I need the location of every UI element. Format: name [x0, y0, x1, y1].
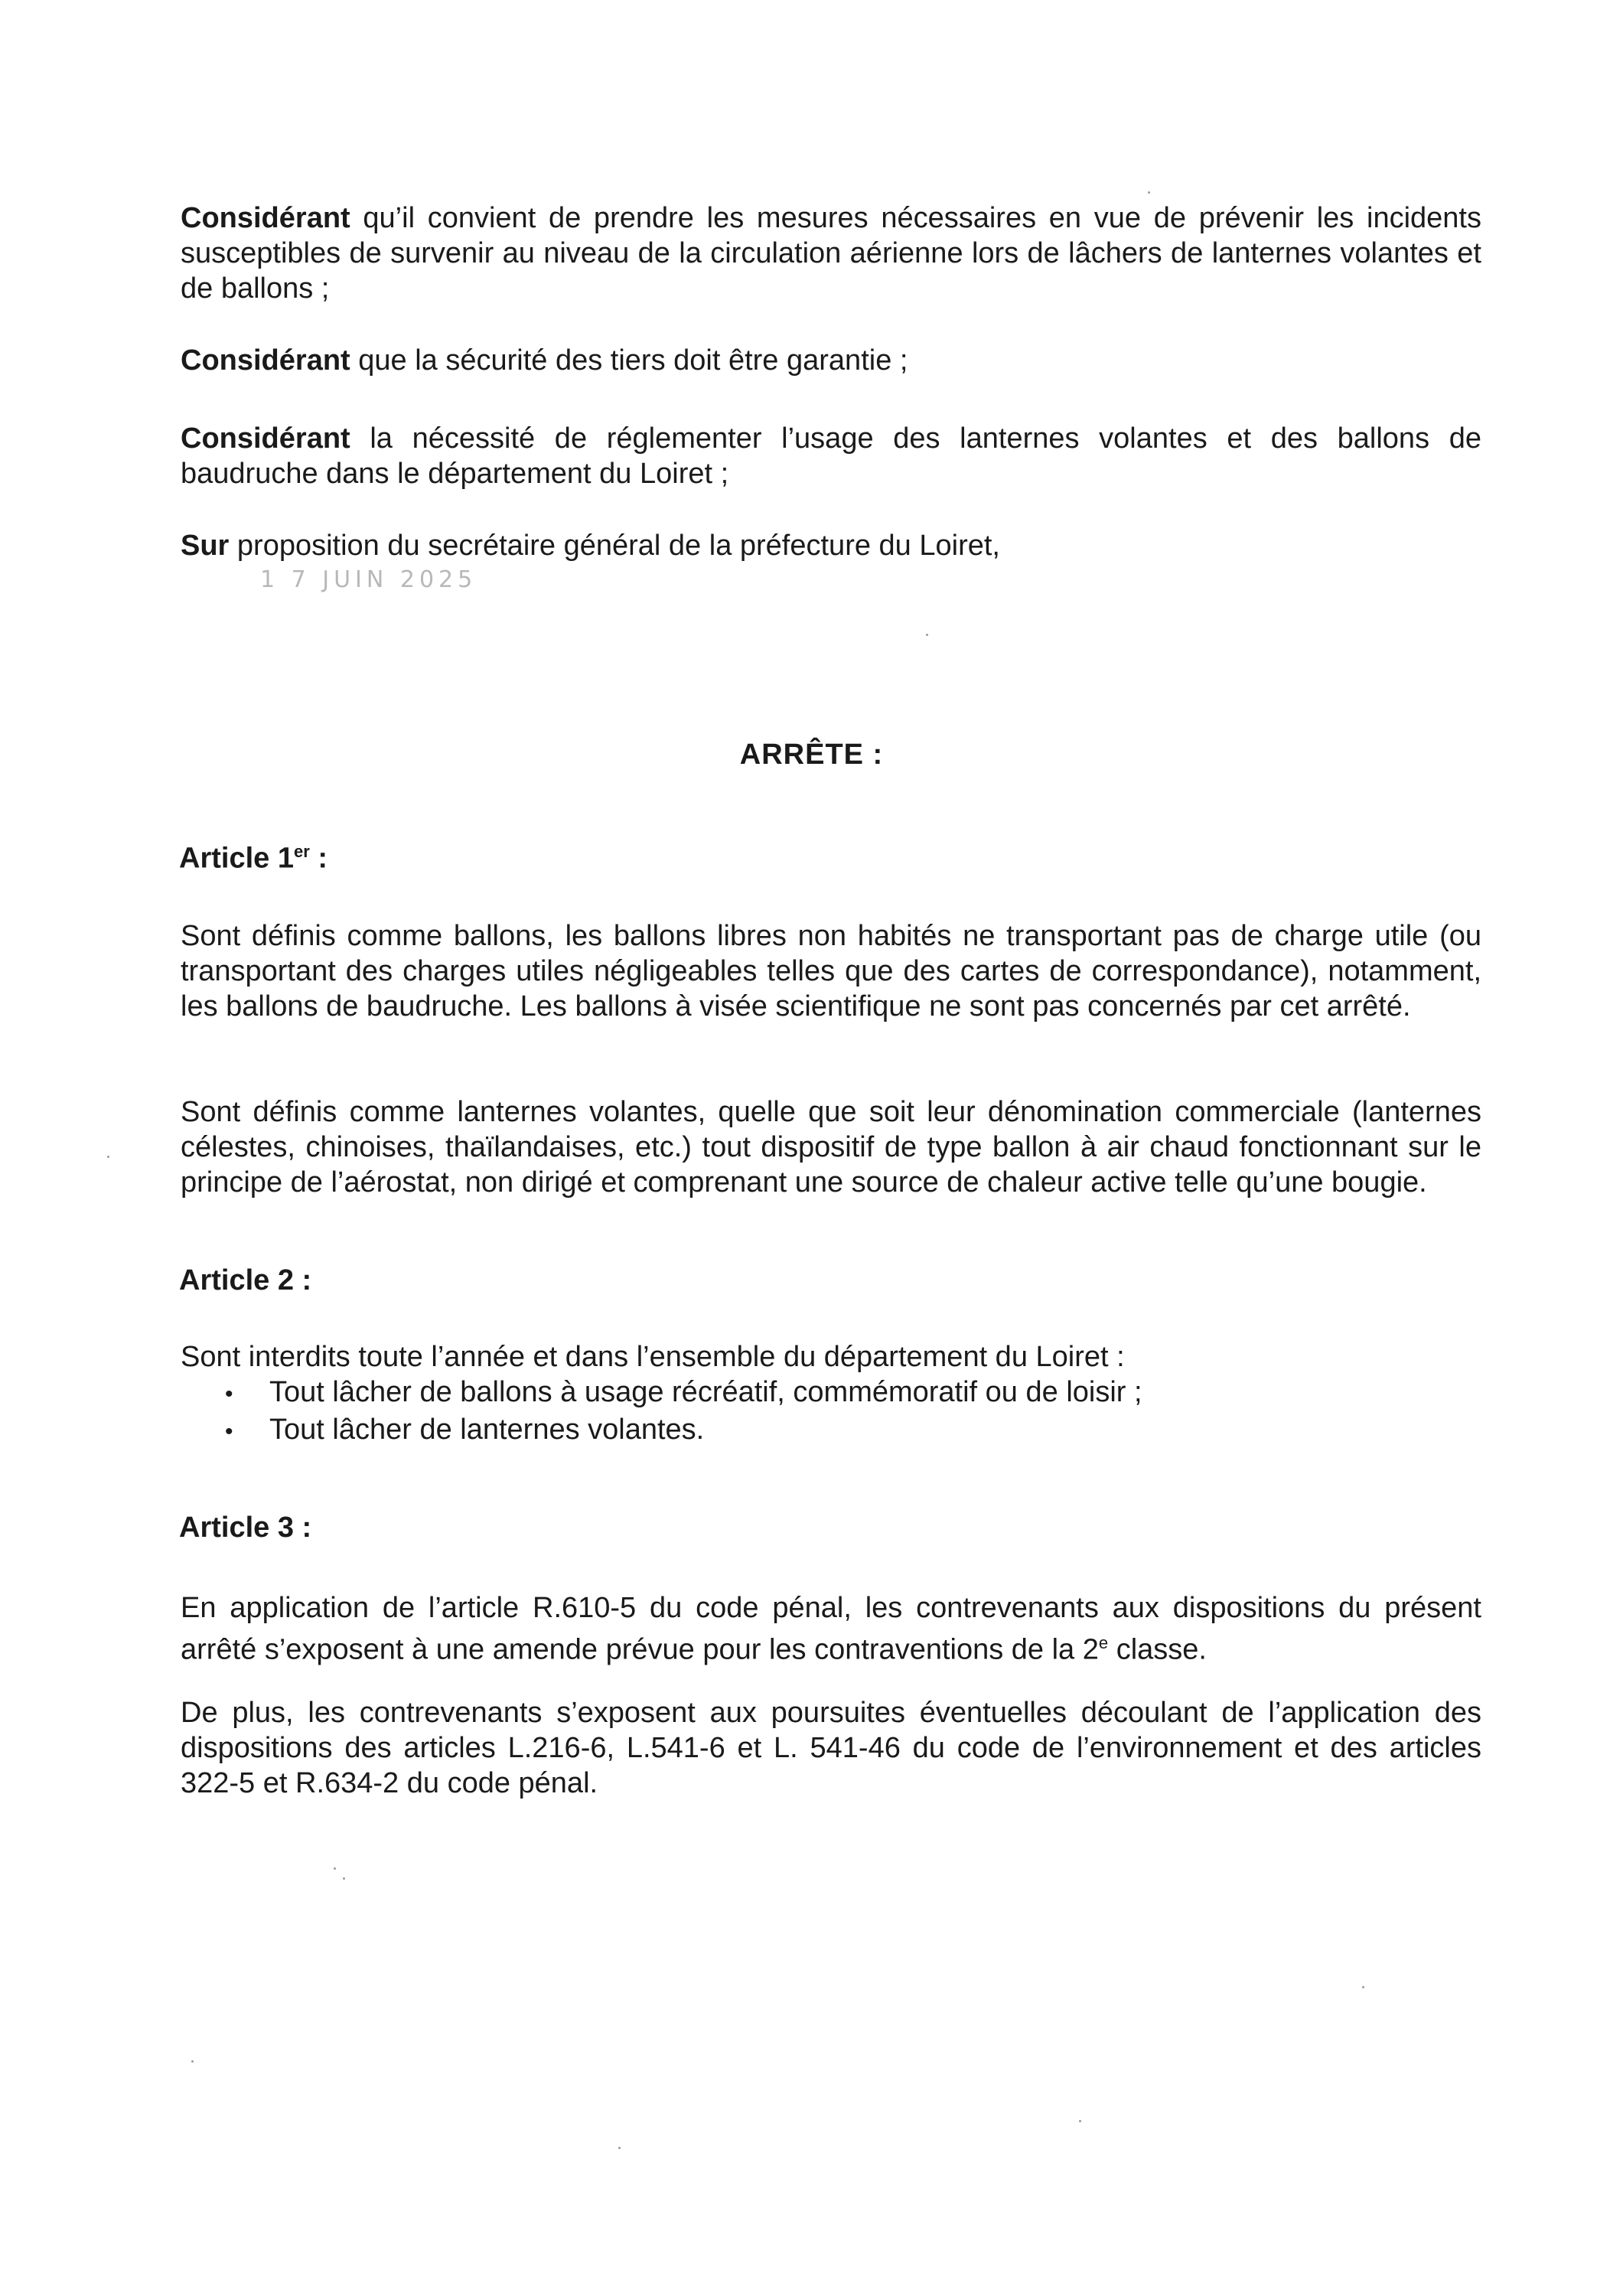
- faded-date-stamp: 1 7 JUIN 2025: [260, 566, 477, 593]
- scan-speck: [926, 634, 928, 636]
- article-1-heading-sup: er: [293, 842, 310, 861]
- list-item: [181, 1375, 1481, 1412]
- considerant-paragraph-1: [181, 201, 1481, 306]
- article-2-bullet-list: [181, 1375, 1481, 1450]
- article-3-paragraph-2: De plus, les contrevenants s’exposent aux poursuites éventuelles découlant de l’application des dispositions des articles L.216-6, L.541-6 et L. 541-46 du code de l’environnement et des articles 322-5 et R.634-2 du code pénal.: [181, 1697, 1481, 1799]
- scan-speck: [1362, 1986, 1364, 1988]
- arrete-title: ARRÊTE :: [739, 739, 884, 771]
- article-3-heading: Article 3 :: [179, 1512, 312, 1544]
- article-2-heading: Article 2 :: [179, 1264, 312, 1296]
- scan-speck: [191, 2060, 194, 2063]
- article-3-para1-sup: e: [1098, 1633, 1109, 1652]
- bullet-icon: •: [225, 1381, 233, 1407]
- considerant-paragraph-3: [181, 421, 1481, 491]
- article-1-heading-main: Article 1: [179, 842, 294, 875]
- article-2-intro: Sont interdits toute l’année et dans l’ensemble du département du Loiret :: [181, 1341, 1125, 1373]
- proposition-paragraph: [181, 528, 1481, 563]
- proposition-lead: Sur: [181, 530, 230, 562]
- article-3-para1-text-b: classe.: [1108, 1633, 1207, 1666]
- bullet-text: Tout lâcher de ballons à usage récréatif, commémoratif ou de loisir ;: [269, 1376, 1142, 1408]
- scan-speck: [343, 1877, 345, 1880]
- considerant-text: que la sécurité des tiers doit être garantie ;: [350, 344, 908, 377]
- article-1-heading-end: :: [309, 842, 328, 875]
- scan-speck: [1079, 2120, 1081, 2122]
- considerant-paragraph-2: [181, 343, 1481, 378]
- article-1-paragraph-1: Sont définis comme ballons, les ballons libres non habités ne transportant pas de charge utile (ou transportant des charges utiles négligeables telles que des cartes de correspondance), notamment, les ballons de baudruche. Les ballons à visée scientifique ne sont pas concernés par cet arrêté.: [181, 920, 1481, 1022]
- considerant-lead: Considérant: [181, 202, 350, 234]
- article-3-para1-text-a: En application de l’article R.610-5 du code pénal, les contrevenants aux dispositions du présent arrêté s’exposent à une amende prévue pour les contraventions de la 2: [181, 1592, 1481, 1666]
- considerant-text: la nécessité de réglementer l’usage des lanternes volantes et des ballons de baudruche dans le département du Loiret ;: [181, 422, 1481, 490]
- scan-speck: [107, 1156, 109, 1158]
- considerant-text: qu’il convient de prendre les mesures nécessaires en vue de prévenir les incidents susceptibles de survenir au niveau de la circulation aérienne lors de lâchers de lanternes volantes et de ballons ;: [181, 202, 1481, 305]
- scan-speck: [1148, 191, 1150, 194]
- article-1-heading: [179, 842, 328, 876]
- considerant-lead: Considérant: [181, 344, 350, 377]
- considerant-lead: Considérant: [181, 422, 350, 455]
- list-item: [181, 1412, 1481, 1450]
- article-1-paragraph-2: Sont définis comme lanternes volantes, quelle que soit leur dénomination commerciale (lanternes célestes, chinoises, thaïlandaises, etc.) tout dispositif de type ballon à air chaud fonctionnant sur le principe de l’aérostat, non dirigé et comprenant une source de chaleur active telle qu’une bougie.: [181, 1096, 1481, 1199]
- scan-speck: [618, 2147, 621, 2149]
- bullet-icon: •: [225, 1419, 233, 1444]
- article-3-paragraph-1: [181, 1590, 1481, 1668]
- bullet-text: Tout lâcher de lanternes volantes.: [269, 1414, 705, 1446]
- scan-speck: [334, 1867, 336, 1870]
- proposition-text: proposition du secrétaire général de la préfecture du Loiret,: [229, 530, 1000, 562]
